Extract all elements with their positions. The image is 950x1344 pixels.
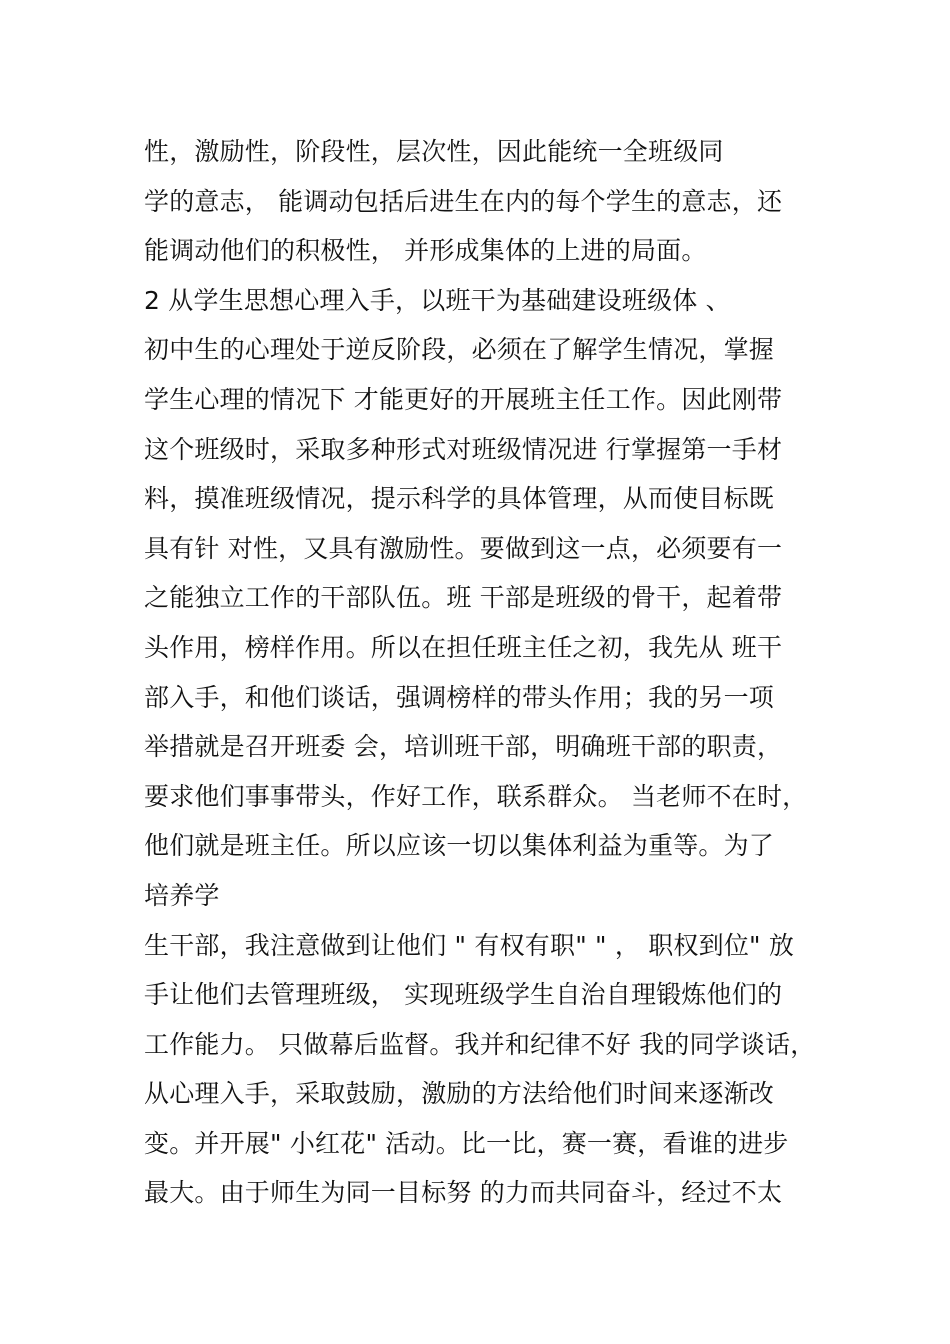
text-line-19: 工作能力。 只做幕后监督。我并和纪律不好 我的同学谈话， bbox=[144, 1029, 816, 1059]
text-line-12: 部入手，和他们谈话，强调榜样的带头作用；我的另一项 bbox=[144, 682, 775, 712]
text-line-1: 性，激励性，阶段性，层次性，因此能统一全班级同 bbox=[144, 137, 724, 166]
text-line-5: 初中生的心理处于逆反阶段，必须在了解学生情况，掌握 bbox=[144, 335, 775, 365]
text-line-16: 培养学 bbox=[144, 880, 220, 910]
text-line-21: 变。并开展" 小红花" 活动。比一比，赛一赛，看谁的进步 bbox=[144, 1128, 789, 1158]
section-heading-2: 2 从学生思想心理入手，以班干为基础建设班级体 、 bbox=[144, 285, 731, 315]
text-line-11: 头作用，榜样作用。所以在担任班主任之初，我先从 班干 bbox=[144, 632, 783, 662]
text-line-10: 之能独立工作的干部队伍。班 干部是班级的骨干，起着带 bbox=[144, 583, 783, 613]
text-line-7: 这个班级时，采取多种形式对班级情况进 行掌握第一手材 bbox=[144, 434, 783, 464]
text-line-20: 从心理入手，采取鼓励，激励的方法给他们时间来逐渐改 bbox=[144, 1079, 775, 1109]
text-line-8: 料，摸准班级情况，提示科学的具体管理，从而使目标既 bbox=[144, 484, 775, 514]
text-line-13: 举措就是召开班委 会，培训班干部，明确班干部的职责， bbox=[144, 732, 783, 762]
body-text bbox=[144, 127, 844, 1218]
text-line-9: 具有针 对性，又具有激励性。要做到这一点，必须要有一 bbox=[144, 533, 783, 563]
text-line-15: 他们就是班主任。所以应该一切以集体利益为重等。为了 bbox=[144, 831, 775, 861]
text-line-6: 学生心理的情况下 才能更好的开展班主任工作。因此刚带 bbox=[144, 384, 783, 414]
text-line-3: 能调动他们的积极性， 并形成集体的上进的局面。 bbox=[144, 236, 707, 266]
text-line-18: 手让他们去管理班级， 实现班级学生自治自理锻炼他们的 bbox=[144, 980, 783, 1010]
text-line-2: 学的意志， 能调动包括后进生在内的每个学生的意志，还 bbox=[144, 186, 783, 216]
text-line-17: 生干部，我注意做到让他们 " 有权有职" " ， 职权到位" 放 bbox=[144, 930, 795, 960]
text-line-14: 要求他们事事带头，作好工作，联系群众。 当老师不在时， bbox=[144, 781, 808, 811]
text-line-22: 最大。由于师生为同一目标努 的力而共同奋斗，经过不太 bbox=[144, 1178, 783, 1208]
